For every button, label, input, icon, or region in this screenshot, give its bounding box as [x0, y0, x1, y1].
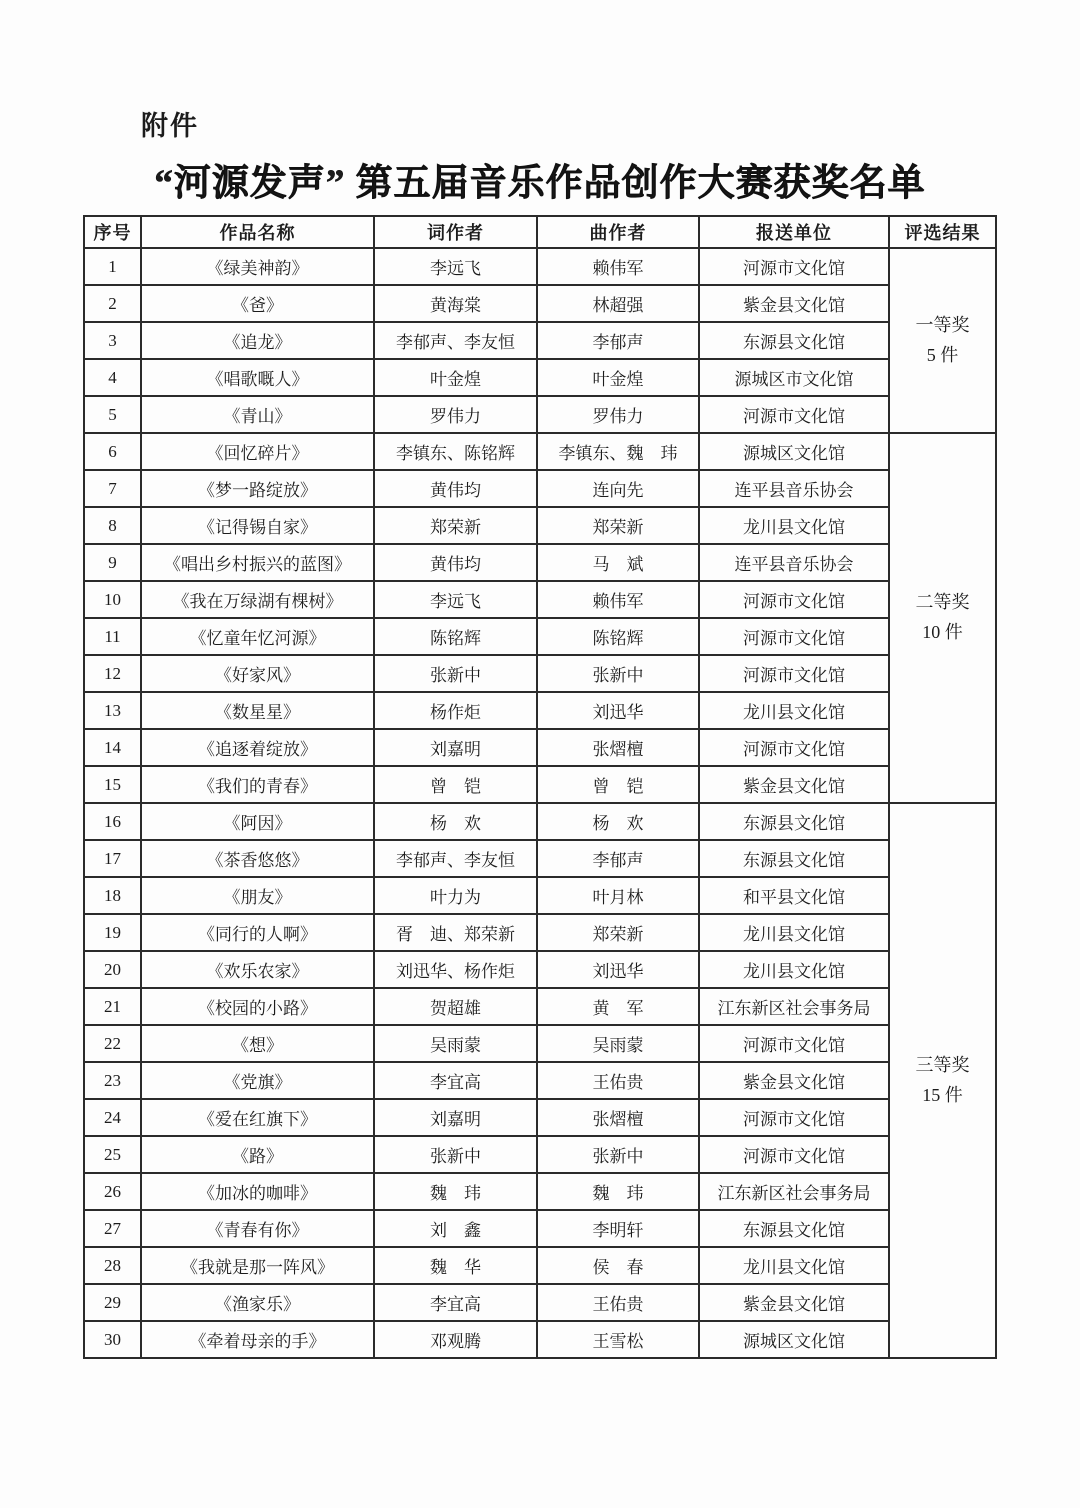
unit-cell: 江东新区社会事务局: [699, 988, 889, 1025]
composer-cell: 李郁声: [537, 322, 699, 359]
row-number-cell: 1: [84, 248, 141, 285]
row-number-cell: 5: [84, 396, 141, 433]
composer-cell: 李郁声: [537, 840, 699, 877]
table-row: [84, 359, 996, 396]
table-row: [84, 951, 996, 988]
row-number-cell: 19: [84, 914, 141, 951]
row-number-cell: 21: [84, 988, 141, 1025]
header-cell-result: 评选结果: [889, 216, 996, 248]
header-cell-work: 作品名称: [141, 216, 374, 248]
row-number-cell: 17: [84, 840, 141, 877]
work-title-cell: 《我们的青春》: [141, 766, 374, 803]
header-cell-composer: 曲作者: [537, 216, 699, 248]
unit-cell: 龙川县文化馆: [699, 914, 889, 951]
table-row: [84, 396, 996, 433]
award-result-cell: [889, 248, 996, 433]
composer-cell: 叶月林: [537, 877, 699, 914]
work-title-cell: 《想》: [141, 1025, 374, 1062]
work-title-cell: 《绿美神韵》: [141, 248, 374, 285]
header-cell-no: 序号: [84, 216, 141, 248]
work-title-cell: 《梦一路绽放》: [141, 470, 374, 507]
awards-table: [83, 215, 997, 1359]
table-row: [84, 470, 996, 507]
award-label: 二等奖: [915, 592, 970, 613]
work-title-cell: 《追逐着绽放》: [141, 729, 374, 766]
lyricist-cell: 黄海棠: [374, 285, 537, 322]
table-row: [84, 914, 996, 951]
row-number-cell: 14: [84, 729, 141, 766]
lyricist-cell: 李镇东、陈铭辉: [374, 433, 537, 470]
row-number-cell: 13: [84, 692, 141, 729]
composer-cell: 陈铭辉: [537, 618, 699, 655]
table-row: [84, 1099, 996, 1136]
lyricist-cell: 胥 迪、郑荣新: [374, 914, 537, 951]
unit-cell: 源城区市文化馆: [699, 359, 889, 396]
work-title-cell: 《校园的小路》: [141, 988, 374, 1025]
lyricist-cell: 刘迅华、杨作炬: [374, 951, 537, 988]
table-header-row: [84, 216, 996, 248]
composer-cell: 林超强: [537, 285, 699, 322]
table-row: [84, 988, 996, 1025]
unit-cell: 紫金县文化馆: [699, 1284, 889, 1321]
table-row: [84, 766, 996, 803]
unit-cell: 河源市文化馆: [699, 729, 889, 766]
work-title-cell: 《我在万绿湖有棵树》: [141, 581, 374, 618]
lyricist-cell: 刘 鑫: [374, 1210, 537, 1247]
work-title-cell: 《青春有你》: [141, 1210, 374, 1247]
row-number-cell: 25: [84, 1136, 141, 1173]
award-label: 三等奖: [915, 1054, 970, 1075]
table-row: [84, 1173, 996, 1210]
work-title-cell: 《同行的人啊》: [141, 914, 374, 951]
table-row: [84, 1136, 996, 1173]
page-title: “河源发声” 第五届音乐作品创作大赛获奖名单: [154, 163, 926, 204]
composer-cell: 魏 玮: [537, 1173, 699, 1210]
work-title-cell: 《牵着母亲的手》: [141, 1321, 374, 1358]
lyricist-cell: 张新中: [374, 655, 537, 692]
lyricist-cell: 张新中: [374, 1136, 537, 1173]
lyricist-cell: 刘嘉明: [374, 1099, 537, 1136]
row-number-cell: 9: [84, 544, 141, 581]
unit-cell: 连平县音乐协会: [699, 544, 889, 581]
composer-cell: 王佑贵: [537, 1284, 699, 1321]
lyricist-cell: 吴雨蒙: [374, 1025, 537, 1062]
work-title-cell: 《记得锡自家》: [141, 507, 374, 544]
work-title-cell: 《渔家乐》: [141, 1284, 374, 1321]
lyricist-cell: 郑荣新: [374, 507, 537, 544]
lyricist-cell: 陈铭辉: [374, 618, 537, 655]
work-title-cell: 《朋友》: [141, 877, 374, 914]
composer-cell: 叶金煌: [537, 359, 699, 396]
row-number-cell: 10: [84, 581, 141, 618]
composer-cell: 赖伟军: [537, 248, 699, 285]
work-title-cell: 《茶香悠悠》: [141, 840, 374, 877]
header-cell-lyricist: 词作者: [374, 216, 537, 248]
composer-cell: 吴雨蒙: [537, 1025, 699, 1062]
unit-cell: 河源市文化馆: [699, 1099, 889, 1136]
row-number-cell: 15: [84, 766, 141, 803]
row-number-cell: 29: [84, 1284, 141, 1321]
table-row: [84, 322, 996, 359]
table-row: [84, 692, 996, 729]
work-title-cell: 《我就是那一阵风》: [141, 1247, 374, 1284]
unit-cell: 江东新区社会事务局: [699, 1173, 889, 1210]
composer-cell: 李镇东、魏 玮: [537, 433, 699, 470]
row-number-cell: 11: [84, 618, 141, 655]
unit-cell: 紫金县文化馆: [699, 1062, 889, 1099]
table-row: [84, 803, 996, 840]
row-number-cell: 27: [84, 1210, 141, 1247]
lyricist-cell: 黄伟均: [374, 544, 537, 581]
composer-cell: 张新中: [537, 655, 699, 692]
row-number-cell: 16: [84, 803, 141, 840]
table-row: [84, 1247, 996, 1284]
table-row: [84, 618, 996, 655]
composer-cell: 刘迅华: [537, 951, 699, 988]
unit-cell: 龙川县文化馆: [699, 1247, 889, 1284]
table-row: [84, 1284, 996, 1321]
row-number-cell: 28: [84, 1247, 141, 1284]
table-row: [84, 1062, 996, 1099]
work-title-cell: 《忆童年忆河源》: [141, 618, 374, 655]
unit-cell: 河源市文化馆: [699, 248, 889, 285]
lyricist-cell: 李远飞: [374, 581, 537, 618]
work-title-cell: 《阿因》: [141, 803, 374, 840]
work-title-cell: 《追龙》: [141, 322, 374, 359]
composer-cell: 张新中: [537, 1136, 699, 1173]
work-title-cell: 《青山》: [141, 396, 374, 433]
lyricist-cell: 李宜高: [374, 1062, 537, 1099]
work-title-cell: 《唱歌嘅人》: [141, 359, 374, 396]
composer-cell: 连向先: [537, 470, 699, 507]
table-row: [84, 877, 996, 914]
unit-cell: 河源市文化馆: [699, 1025, 889, 1062]
unit-cell: 东源县文化馆: [699, 840, 889, 877]
header-cell-unit: 报送单位: [699, 216, 889, 248]
unit-cell: 龙川县文化馆: [699, 692, 889, 729]
unit-cell: 东源县文化馆: [699, 1210, 889, 1247]
unit-cell: 源城区文化馆: [699, 1321, 889, 1358]
lyricist-cell: 贺超雄: [374, 988, 537, 1025]
work-title-cell: 《爱在红旗下》: [141, 1099, 374, 1136]
unit-cell: 紫金县文化馆: [699, 766, 889, 803]
composer-cell: 赖伟军: [537, 581, 699, 618]
row-number-cell: 24: [84, 1099, 141, 1136]
award-count: 10 件: [922, 622, 963, 642]
work-title-cell: 《唱出乡村振兴的蓝图》: [141, 544, 374, 581]
unit-cell: 河源市文化馆: [699, 655, 889, 692]
unit-cell: 河源市文化馆: [699, 1136, 889, 1173]
unit-cell: 和平县文化馆: [699, 877, 889, 914]
attachment-label: 附件: [141, 111, 199, 141]
lyricist-cell: 黄伟均: [374, 470, 537, 507]
lyricist-cell: 李郁声、李友恒: [374, 840, 537, 877]
work-title-cell: 《欢乐农家》: [141, 951, 374, 988]
table-row: [84, 285, 996, 322]
unit-cell: 源城区文化馆: [699, 433, 889, 470]
row-number-cell: 3: [84, 322, 141, 359]
composer-cell: 黄 军: [537, 988, 699, 1025]
composer-cell: 罗伟力: [537, 396, 699, 433]
table-body: [84, 248, 996, 1358]
composer-cell: 张熠檀: [537, 729, 699, 766]
table-row: [84, 1210, 996, 1247]
composer-cell: 刘迅华: [537, 692, 699, 729]
unit-cell: 龙川县文化馆: [699, 507, 889, 544]
composer-cell: 郑荣新: [537, 507, 699, 544]
row-number-cell: 30: [84, 1321, 141, 1358]
table-row: [84, 507, 996, 544]
table-row: [84, 729, 996, 766]
lyricist-cell: 李郁声、李友恒: [374, 322, 537, 359]
unit-cell: 紫金县文化馆: [699, 285, 889, 322]
lyricist-cell: 叶金煌: [374, 359, 537, 396]
table-row: [84, 581, 996, 618]
work-title-cell: 《加冰的咖啡》: [141, 1173, 374, 1210]
composer-cell: 李明轩: [537, 1210, 699, 1247]
lyricist-cell: 李宜高: [374, 1284, 537, 1321]
lyricist-cell: 杨 欢: [374, 803, 537, 840]
table-row: [84, 655, 996, 692]
award-count: 15 件: [922, 1084, 963, 1105]
row-number-cell: 26: [84, 1173, 141, 1210]
lyricist-cell: 李远飞: [374, 248, 537, 285]
composer-cell: 侯 春: [537, 1247, 699, 1284]
table-row: [84, 544, 996, 581]
unit-cell: 河源市文化馆: [699, 618, 889, 655]
row-number-cell: 8: [84, 507, 141, 544]
unit-cell: 东源县文化馆: [699, 322, 889, 359]
table-row: [84, 248, 996, 285]
work-title-cell: 《爸》: [141, 285, 374, 322]
lyricist-cell: 罗伟力: [374, 396, 537, 433]
table-row: [84, 1025, 996, 1062]
composer-cell: 王雪松: [537, 1321, 699, 1358]
row-number-cell: 23: [84, 1062, 141, 1099]
composer-cell: 郑荣新: [537, 914, 699, 951]
table-row: [84, 840, 996, 877]
lyricist-cell: 叶力为: [374, 877, 537, 914]
row-number-cell: 6: [84, 433, 141, 470]
composer-cell: 曾 铠: [537, 766, 699, 803]
row-number-cell: 2: [84, 285, 141, 322]
unit-cell: 东源县文化馆: [699, 803, 889, 840]
lyricist-cell: 魏 华: [374, 1247, 537, 1284]
work-title-cell: 《党旗》: [141, 1062, 374, 1099]
lyricist-cell: 邓观腾: [374, 1321, 537, 1358]
award-result-cell: [889, 433, 996, 803]
unit-cell: 连平县音乐协会: [699, 470, 889, 507]
unit-cell: 龙川县文化馆: [699, 951, 889, 988]
row-number-cell: 7: [84, 470, 141, 507]
work-title-cell: 《路》: [141, 1136, 374, 1173]
work-title-cell: 《好家风》: [141, 655, 374, 692]
table-row: [84, 433, 996, 470]
award-count: 5 件: [926, 344, 959, 365]
composer-cell: 马 斌: [537, 544, 699, 581]
composer-cell: 王佑贵: [537, 1062, 699, 1099]
award-result-cell: [889, 803, 996, 1358]
table-row: [84, 1321, 996, 1358]
row-number-cell: 4: [84, 359, 141, 396]
row-number-cell: 12: [84, 655, 141, 692]
row-number-cell: 22: [84, 1025, 141, 1062]
lyricist-cell: 刘嘉明: [374, 729, 537, 766]
lyricist-cell: 杨作炬: [374, 692, 537, 729]
work-title-cell: 《回忆碎片》: [141, 433, 374, 470]
unit-cell: 河源市文化馆: [699, 396, 889, 433]
lyricist-cell: 曾 铠: [374, 766, 537, 803]
composer-cell: 张熠檀: [537, 1099, 699, 1136]
award-label: 一等奖: [915, 314, 970, 335]
work-title-cell: 《数星星》: [141, 692, 374, 729]
row-number-cell: 18: [84, 877, 141, 914]
unit-cell: 河源市文化馆: [699, 581, 889, 618]
composer-cell: 杨 欢: [537, 803, 699, 840]
lyricist-cell: 魏 玮: [374, 1173, 537, 1210]
row-number-cell: 20: [84, 951, 141, 988]
